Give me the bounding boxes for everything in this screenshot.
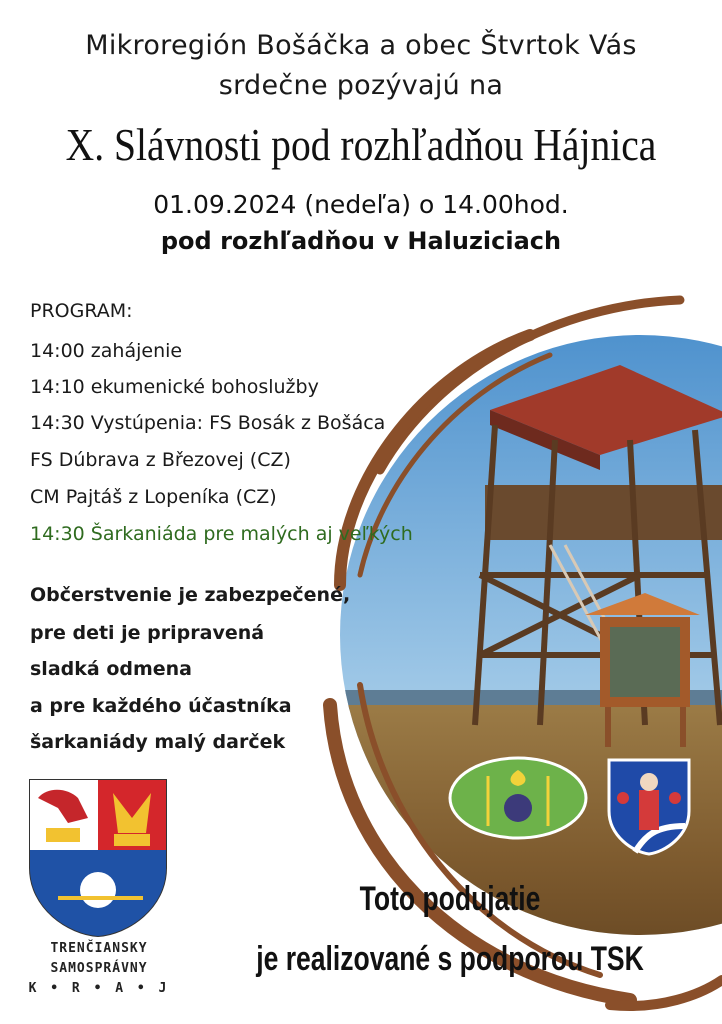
tsk-name-line-2: SAMOSPRÁVNY bbox=[50, 961, 148, 976]
stvrtok-emblem bbox=[448, 756, 588, 840]
program-item: 14:00 zahájenie bbox=[30, 340, 183, 362]
refreshment-note: a pre každého účastníka bbox=[30, 695, 292, 717]
event-place: pod rozhľadňou v Haluziciach bbox=[160, 227, 562, 255]
refreshment-note: šarkaniády malý darček bbox=[30, 731, 286, 753]
event-title: X. Slávnosti pod rozhľadňou Hájnica bbox=[65, 119, 657, 170]
tsk-coat-of-arms bbox=[28, 778, 168, 938]
program-item: FS Dúbrava z Březovej (CZ) bbox=[30, 449, 291, 471]
program-item: 14:30 Vystúpenia: FS Bosák z Bošáca bbox=[30, 412, 386, 434]
support-line-1: Toto podujatie bbox=[359, 880, 541, 918]
invite-line-2: srdečne pozývajú na bbox=[218, 70, 504, 101]
tsk-name-line-3: K • R • A • J bbox=[28, 981, 170, 996]
invite-line-1: Mikroregión Bošáčka a obec Štvrtok Vás bbox=[85, 30, 637, 61]
refreshment-note: Občerstvenie je zabezpečené, bbox=[30, 584, 351, 606]
program-heading: PROGRAM: bbox=[30, 300, 133, 322]
bosaca-coat-of-arms bbox=[605, 756, 693, 856]
refreshment-note: sladká odmena bbox=[30, 658, 193, 680]
program-item-kites: 14:30 Šarkaniáda pre malých aj veľkých bbox=[30, 523, 413, 545]
tsk-name-line-1: TRENČIANSKY bbox=[50, 941, 148, 956]
program-item: CM Pajtáš z Lopeníka (CZ) bbox=[30, 486, 277, 508]
refreshment-note: pre deti je pripravená bbox=[30, 622, 265, 644]
event-date: 01.09.2024 (nedeľa) o 14.00hod. bbox=[153, 190, 569, 219]
support-line-2: je realizované s podporou TSK bbox=[256, 940, 644, 978]
program-item: 14:10 ekumenické bohoslužby bbox=[30, 376, 319, 398]
